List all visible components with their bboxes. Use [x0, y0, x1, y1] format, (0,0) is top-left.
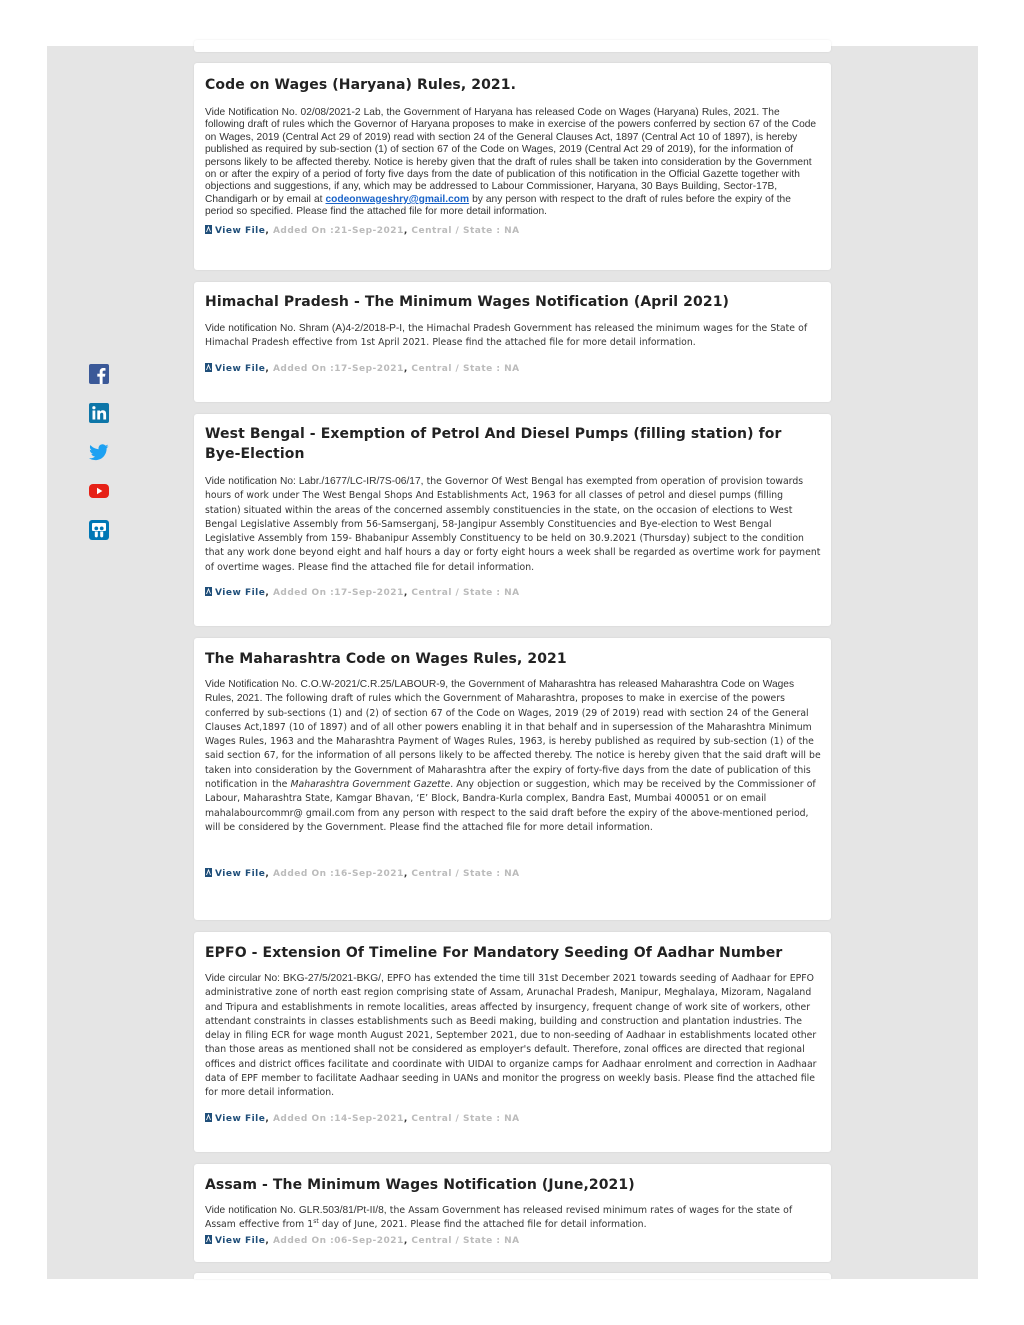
post-body-italic: Maharashtra Government Gazette: [290, 779, 451, 791]
post-title: EPFO - Extension Of Timeline For Mandatory Seeding Of Aadhar Number: [205, 945, 783, 961]
view-file-link[interactable]: View File: [215, 1235, 266, 1246]
post-meta: View File, Added On :06-Sep-2021, Central / State : NA: [205, 1235, 821, 1247]
scope-label: Central / State : NA: [411, 225, 520, 236]
linkedin-icon[interactable]: [89, 403, 109, 423]
post-body: [205, 107, 821, 219]
post-body-text: Vide notification No: Labr./1677/LC-IR/7S-06/17,: [205, 476, 424, 487]
post-body-text: . Any objection or suggestion, which may be received by the Commissioner of Labour, Maharashtra State, Kamgar Bhavan, ‘E’ Block, Bandra-Kurla complex, Bandra East, Mumbai 400051 or on email mahalabourcommr@ gmail.com from any person with respect to the said draft before the expiry of the above-mentioned period, will be considered by the Government. Please find the attached file for more detail information.: [205, 779, 816, 833]
added-on-date: Added On :21-Sep-2021: [272, 225, 404, 236]
twitter-icon[interactable]: [89, 442, 109, 462]
view-file-link[interactable]: View File: [215, 869, 266, 880]
youtube-icon[interactable]: [89, 481, 109, 501]
slideshare-icon[interactable]: [89, 520, 109, 540]
pdf-icon: [205, 1113, 212, 1122]
post-body-text: Vide Notification No. C.O.W-2021/C.R.25/LABOUR-9, the Government of Maharashtra has released Maharashtra Code on Wages Rules, 2021.: [205, 679, 795, 705]
post-body-text: Vide notification No. Shram (A)4-2/2018-P-I,: [205, 323, 405, 334]
post-card: [194, 63, 831, 270]
facebook-icon[interactable]: [89, 364, 109, 384]
post-body-text: Vide notification No. GLR.503/81/Pt-II/8,: [205, 1205, 387, 1216]
post-body-text: The following draft of rules which the Government of Maharashtra, proposes to make in exercise of the powers conferred by sub-sections (1) and (2) of section 67 of the Code on Wages, 2019 (29 of 2019) read with section 24 of the General Clauses Act,1897 (10 of 1897) and of all other powers enabling it in that behalf and in supersession of the Maharashtra Minimum Wages Rules, 1963 and the Maharashtra Payment of Wages Rules, 1963, is hereby published as required by sub-section (1) of the said section 67, for the information of all persons likely to be affected thereby. The notice is hereby given that the said draft will be taken into consideration by the Government of Maharashtra after the expiry of forty-five days from the date of publication of this notification in the: [205, 693, 821, 791]
post-card: [194, 414, 831, 626]
email-link[interactable]: codeonwageshry@gmail.com: [325, 193, 470, 205]
partial-card-top: [194, 40, 831, 52]
view-file-link[interactable]: View File: [215, 588, 266, 599]
scope-label: Central / State : NA: [411, 1113, 520, 1124]
post-body: [205, 678, 821, 835]
post-body-text: Vide Notification No. 02/08/2021-2 Lab, the Government of Haryana has released Code on Wages (Haryana) Rules, 2021. The following draft of rules which the Governor of Haryana proposes to make in exercise of the powers conferred by section 67 of the Code on Wages, 2019 (Central Act 29 of 2019) read with section 24 of the General Clauses Act, 1897 (Central Act 10 of 1897), is hereby published as required by sub-section (1) of section 67 of the Code on Wages, 2019 (Central Act 29 of 2019), for the information of persons likely to be affected thereby. Notice is hereby given that the draft of rules shall be taken into consideration by the Government on or after the expiry of a period of forty five days from the date of publication of this notification in the Official Gazette together with objections and suggestions, if any, which may be addressed to Labour Commissioner, Haryana, 30 Bays Building, Sector-17B, Chandigarh or by email at: [205, 107, 817, 205]
post-body-text: the Governor Of West Bengal has exempted from operation of provision towards hours of work under The West Bengal Shops And Establishments Act, 1963 for all classes of petrol and diesel pumps (filling station) situated within the areas of the concerned assembly constituencies in the state, on the occasion of elections to West Bengal Legislative Assembly from 56-Samserganj, 58-Jangipur Assembly Constituencies and Bye-election to West Bengal Legislative Assembly from 159- Bhabanipur Assembly Constituency to be held on 30.9.2021 (Thursday) subject to the condition that any work done beyond eight and half hours a day or forty eight hours a week shall be regarded as overtime work for payment of overtime wages. Please find the attached file for detail information.: [205, 476, 821, 573]
scope-label: Central / State : NA: [411, 869, 520, 880]
scope-label: Central / State : NA: [411, 363, 520, 374]
post-title: Code on Wages (Haryana) Rules, 2021.: [205, 77, 517, 93]
post-meta: View File, Added On :21-Sep-2021, Central / State : NA: [205, 225, 821, 237]
post-body: [205, 475, 821, 575]
partial-card-bottom: [194, 1273, 831, 1279]
pdf-icon: [205, 225, 212, 234]
added-on-date: Added On :14-Sep-2021: [272, 1113, 404, 1124]
post-meta: View File, Added On :17-Sep-2021, Central / State : NA: [205, 587, 821, 599]
post-title: The Maharashtra Code on Wages Rules, 2021: [205, 651, 567, 667]
pdf-icon: [205, 587, 212, 596]
post-body-text: day of June, 2021. Please find the attached file for detail information.: [318, 1219, 647, 1231]
post-title: Assam - The Minimum Wages Notification (June,2021): [205, 1177, 635, 1193]
post-body-sup: st: [313, 1218, 319, 1226]
post-body: [205, 972, 821, 1101]
scope-label: Central / State : NA: [411, 588, 520, 599]
post-card: [194, 1164, 831, 1262]
post-meta: View File, Added On :17-Sep-2021, Central / State : NA: [205, 363, 821, 375]
view-file-link[interactable]: View File: [215, 1113, 266, 1124]
added-on-date: Added On :17-Sep-2021: [272, 363, 404, 374]
scope-label: Central / State : NA: [411, 1235, 520, 1246]
post-body-text: the Himachal Pradesh Government has released the minimum wages for the State of Himachal Pradesh effective from 1st April 2021. Please find the attached file for more detail information.: [205, 323, 808, 349]
post-body-text: by any person with respect to the draft of rules before the expiry of the period so specified. Please find the attached file for more detail information.: [205, 193, 791, 218]
added-on-date: Added On :17-Sep-2021: [272, 588, 404, 599]
post-card: [194, 282, 831, 402]
social-share-bar: [89, 364, 109, 559]
pdf-icon: [205, 868, 212, 877]
post-card: [194, 932, 831, 1152]
view-file-link[interactable]: View File: [215, 225, 266, 236]
pdf-icon: [205, 363, 212, 372]
post-card: [194, 638, 831, 920]
added-on-date: Added On :16-Sep-2021: [272, 869, 404, 880]
post-title: Himachal Pradesh - The Minimum Wages Notification (April 2021): [205, 294, 730, 310]
view-file-link[interactable]: View File: [215, 363, 266, 374]
post-body: [205, 322, 821, 351]
post-body-text: EPFO has extended the time till 31st December 2021 towards seeding of Aadhaar for EPFO administrative zone of north east region comprising state of Assam, Arunachal Pradesh, Manipur, Meghalaya, Mizoram, Nagaland and Tripura and establishments in remote localities, areas affected by insurgency, frequent change of work site of workers, other attendant constraints in classes establishments such as Beedi making, building and construction and plantation industries. The delay in filing ECR for wage month August 2021, September 2021, due to non-seeding of Aadhaar in establishments located other than those areas as mentioned shall not be considered as employer's default. Therefore, zonal offices are directed that regional offices and district offices facilitate and coordinate with UIDAI to organize camps for Aadhaar enrolment and correction in Aadhaar data of EPF member to facilitate Aadhaar seeding in UANs and monitor the progress on weekly basis. Please find the attached file for more detail information.: [205, 973, 817, 1099]
post-body: [205, 1204, 821, 1233]
post-title: West Bengal - Exemption of Petrol And Diesel Pumps (filling station) for Bye-Election: [205, 426, 782, 462]
added-on-date: Added On :06-Sep-2021: [272, 1235, 404, 1246]
post-body-text: Vide circular No: BKG-27/5/2021-BKG/,: [205, 973, 384, 984]
post-meta: View File, Added On :14-Sep-2021, Central / State : NA: [205, 1113, 821, 1125]
pdf-icon: [205, 1235, 212, 1244]
post-body-text: the Assam Government has released revised minimum rates of wages for the state of Assam effective from 1: [205, 1205, 793, 1231]
post-meta: View File, Added On :16-Sep-2021, Central / State : NA: [205, 868, 821, 880]
